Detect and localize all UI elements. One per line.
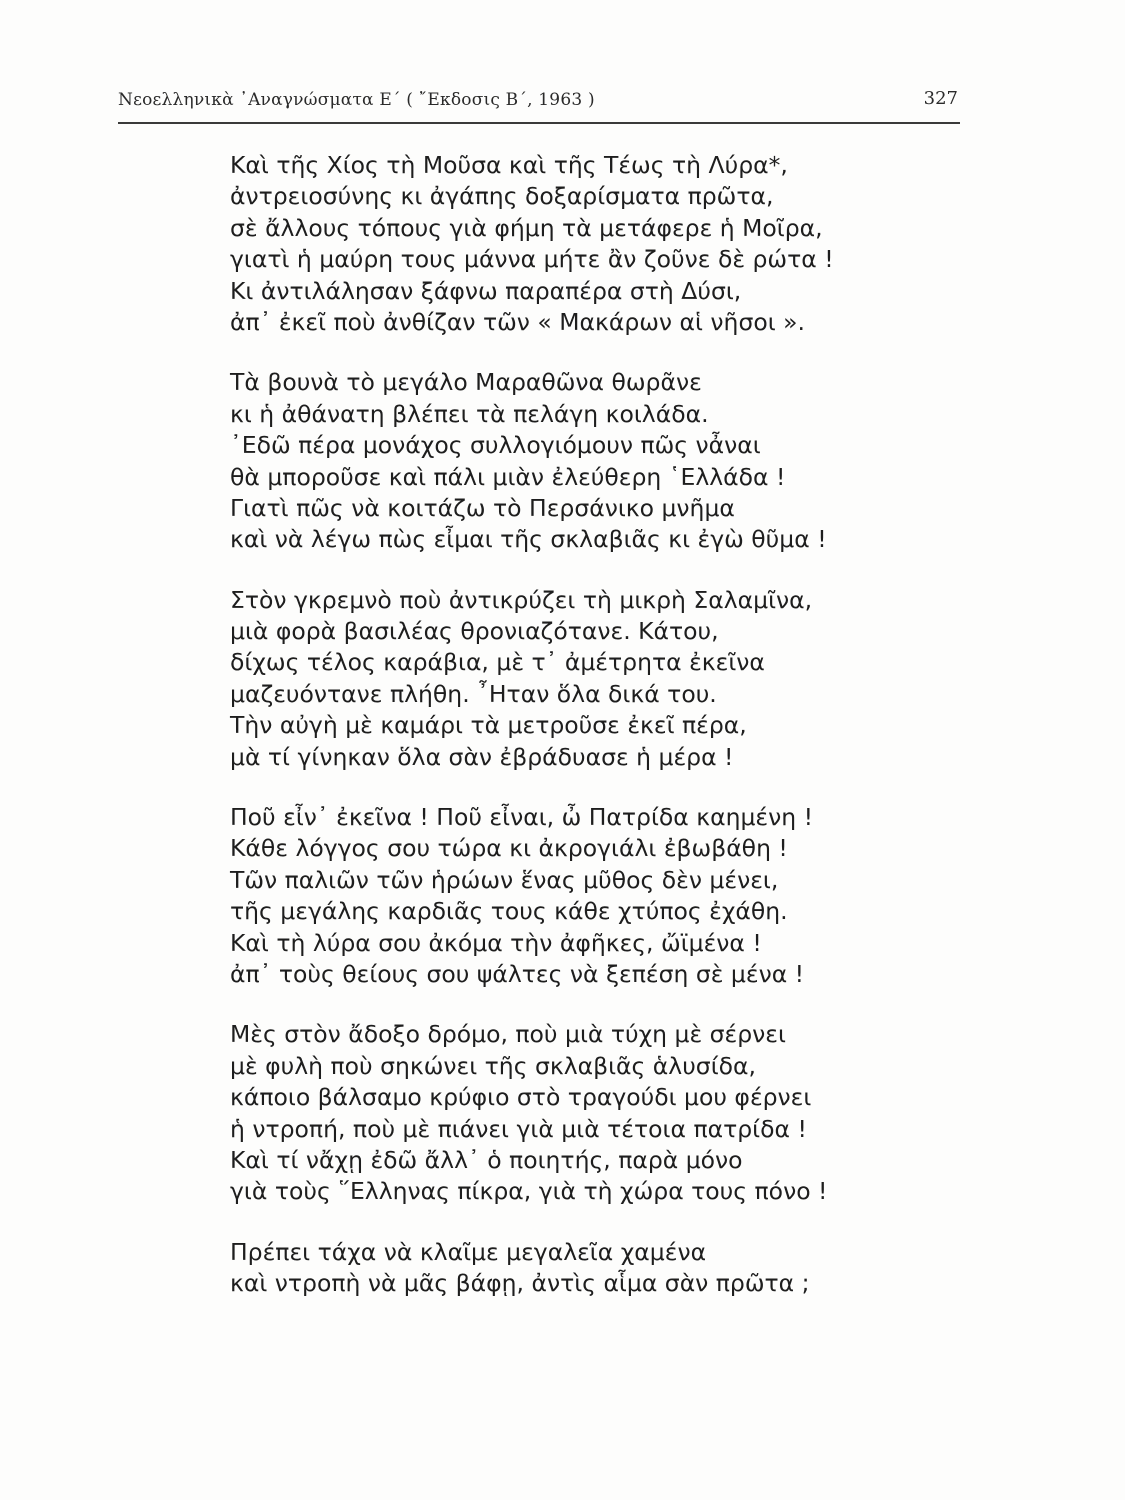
verse-line: ᾿Εδῶ πέρα μονάχος συλλογιόμουν πῶς νἆναι bbox=[230, 431, 761, 460]
verse-line: μὲ φυλὴ ποὺ σηκώνει τῆς σκλαβιᾶς ἁλυσίδα, bbox=[230, 1051, 756, 1080]
verse-line: καὶ ντροπὴ νὰ μᾶς βάφῃ, ἀντὶς αἷμα σὰν πρῶτα ; bbox=[230, 1269, 810, 1298]
verse-line: θὰ μποροῦσε καὶ πάλι μιὰν ἐλεύθερη ῾Ελλάδα ! bbox=[230, 462, 786, 491]
stanza bbox=[230, 1237, 930, 1300]
verse-line: Καὶ τῆς Χίος τὴ Μοῦσα καὶ τῆς Τέως τὴ Λύρα*, bbox=[230, 151, 788, 179]
verse-line: γιὰ τοὺς ῞Ελληνας πίκρα, γιὰ τὴ χώρα τους πόνο ! bbox=[230, 1177, 828, 1206]
verse-line: ἡ ντροπή, ποὺ μὲ πιάνει γιὰ μιὰ τέτοια πατρίδα ! bbox=[230, 1114, 807, 1143]
verse-line: ἀντρειοσύνης κι ἀγάπης δοξαρίσματα πρῶτα, bbox=[230, 182, 774, 211]
verse-line: μαζευόντανε πλήθη. ῏Ηταν ὅλα δικά του. bbox=[230, 679, 717, 708]
verse-line: κάποιο βάλσαμο κρύφιο στὸ τραγούδι μου φέρνει bbox=[230, 1083, 812, 1112]
verse-line: Καὶ τὴ λύρα σου ἀκόμα τὴν ἀφῆκες, ὤϊμένα ! bbox=[230, 928, 762, 957]
stanza bbox=[230, 802, 930, 990]
verse-line: τῆς μεγάλης καρδιᾶς τους κάθε χτύπος ἐχάθη. bbox=[230, 897, 788, 926]
verse-line: καὶ νὰ λέγω πὼς εἶμαι τῆς σκλαβιᾶς κι ἐγὼ θῦμα ! bbox=[230, 525, 827, 554]
verse-line: ἀπ᾿ ἐκεῖ ποὺ ἀνθίζαν τῶν « Μακάρων αἱ νῆσοι ». bbox=[230, 307, 805, 336]
verse-line: Ποῦ εἶν᾿ ἐκεῖνα ! Ποῦ εἶναι, ὦ Πατρίδα καημένη ! bbox=[230, 803, 814, 832]
verse-line: Τῶν παλιῶν τῶν ἡρώων ἕνας μῦθος δὲν μένει, bbox=[230, 865, 779, 894]
verse-line: Πρέπει τάχα νὰ κλαῖμε μεγαλεῖα χαμένα bbox=[230, 1237, 707, 1266]
verse-line: δίχως τέλος καράβια, μὲ τ᾿ ἀμέτρητα ἐκεῖνα bbox=[230, 648, 765, 677]
verse-line: σὲ ἄλλους τόπους γιὰ φήμη τὰ μετάφερε ἡ Μοῖρα, bbox=[230, 213, 823, 242]
verse-line: Μὲς στὸν ἄδοξο δρόμο, ποὺ μιὰ τύχη μὲ σέρνει bbox=[230, 1020, 786, 1049]
verse-line: κι ἡ ἀθάνατη βλέπει τὰ πελάγη κοιλάδα. bbox=[230, 399, 709, 428]
page-number: 327 bbox=[923, 88, 958, 109]
verse-line: γιατὶ ἡ μαύρη τους μάννα μήτε ἂν ζοῦνε δὲ ρώτα ! bbox=[230, 245, 834, 274]
running-title: Νεοελληνικὰ ᾿Αναγνώσματα Ε΄ ( ῎Εκδοσις Β΄, 1963 ) bbox=[118, 90, 595, 110]
stanza bbox=[230, 367, 930, 555]
verse-line: ἀπ᾿ τοὺς θείους σου ψάλτες νὰ ξεπέση σὲ μένα ! bbox=[230, 959, 805, 988]
verse-line: Τὴν αὐγὴ μὲ καμάρι τὰ μετροῦσε ἐκεῖ πέρα, bbox=[230, 711, 747, 740]
verse-line: Τὰ βουνὰ τὸ μεγάλο Μαραθῶνα θωρᾶνε bbox=[230, 368, 702, 397]
verse-line: μὰ τί γίνηκαν ὅλα σὰν ἐβράδυασε ἡ μέρα ! bbox=[230, 742, 734, 771]
running-header bbox=[118, 88, 960, 124]
stanza bbox=[230, 1019, 930, 1207]
stanza bbox=[230, 150, 930, 338]
verse-line: Στὸν γκρεμνὸ ποὺ ἀντικρύζει τὴ μικρὴ Σαλαμῖνα, bbox=[230, 585, 813, 614]
poem-body bbox=[230, 150, 930, 1329]
verse-line: Κάθε λόγγος σου τώρα κι ἀκρογιάλι ἐβωβάθη ! bbox=[230, 834, 788, 863]
stanza bbox=[230, 585, 930, 773]
verse-line: Κι ἀντιλάλησαν ξάφνω παραπέρα στὴ Δύσι, bbox=[230, 276, 742, 305]
verse-line: Καὶ τί νἄχῃ ἐδῶ ἄλλ᾿ ὁ ποιητής, παρὰ μόνο bbox=[230, 1145, 743, 1174]
verse-line: μιὰ φορὰ βασιλέας θρονιαζότανε. Κάτου, bbox=[230, 617, 719, 646]
verse-line: Γιατὶ πῶς νὰ κοιτάζω τὸ Περσάνικο μνῆμα bbox=[230, 493, 735, 522]
